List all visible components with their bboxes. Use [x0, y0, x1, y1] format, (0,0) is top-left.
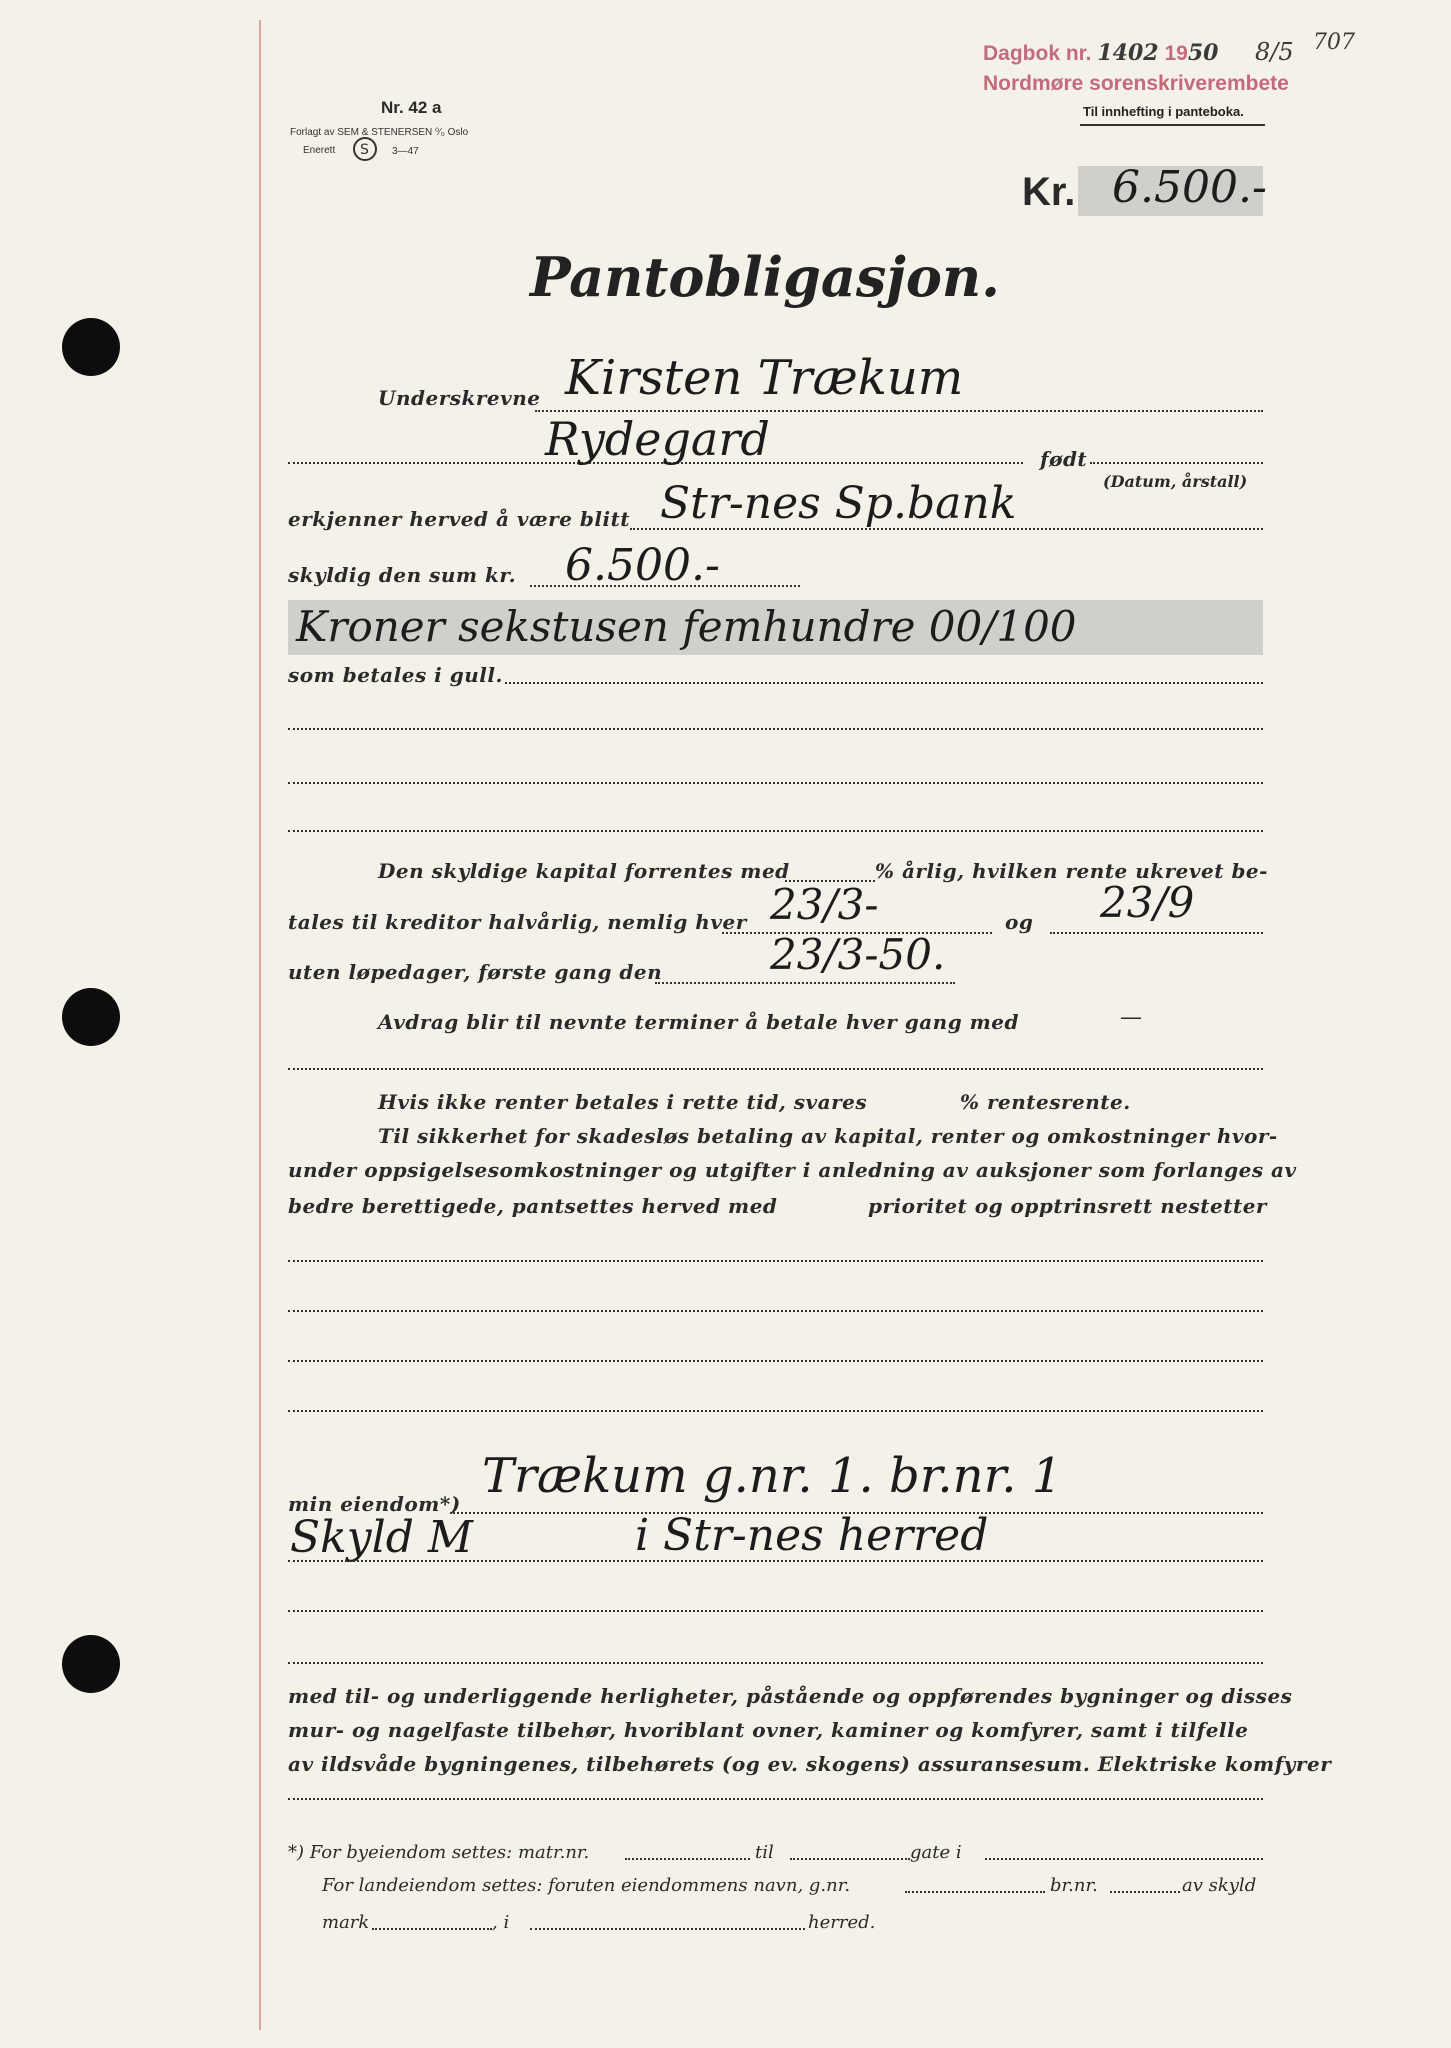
security-line1-a: Hvis ikke renter betales i rette tid, svares [378, 1090, 868, 1114]
journal-year-prefix: 19 [1164, 42, 1188, 65]
journal-stamp-line1 [983, 40, 1218, 66]
journal-year-suffix: 50 [1187, 40, 1219, 66]
publisher-date: 3—47 [392, 146, 419, 157]
security-line2: Til sikkerhet for skadesløs betaling av kapital, renter og omkostninger hvor- [378, 1124, 1278, 1148]
journal-label: Dagbok nr. [983, 42, 1092, 65]
journal-stamp-line3: Til innhefting i panteboka. [1083, 104, 1244, 119]
journal-number: 1402 [1097, 40, 1159, 66]
interest-date3-line [655, 982, 955, 984]
form-number: Nr. 42 a [381, 98, 442, 117]
interest-line2-a: tales til kreditor halvårlig, nemlig hver [288, 910, 747, 934]
publisher-logo-icon [352, 136, 378, 162]
publisher-enerett: Enerett [303, 145, 336, 156]
amount-label: Kr. [1022, 170, 1076, 214]
footnote-gate-line [985, 1858, 1263, 1860]
blank-line-11 [288, 1798, 1263, 1800]
footnote-line1-a: *) For byeiendom settes: matr.nr. [288, 1842, 590, 1863]
interest-og: og [1005, 910, 1034, 934]
punch-hole-middle [62, 988, 120, 1046]
residence-value: Rydegard [545, 412, 770, 466]
installment-value: — [1120, 1005, 1142, 1030]
interest-date2: 23/9 [1100, 878, 1195, 927]
installment-label: Avdrag blir til nevnte terminer å betale hver gang med [378, 1010, 1020, 1034]
blank-line-6 [288, 1310, 1263, 1312]
footnote-herred-line [530, 1928, 805, 1930]
stamp-underline [1080, 124, 1265, 126]
page-number: 707 [1313, 30, 1355, 55]
svg-text:S: S [360, 142, 369, 158]
security-line4-a: bedre berettigede, pantsettes herved med [288, 1194, 778, 1218]
journal-date: 8/5 [1255, 38, 1294, 66]
security-line1-b: % rentesrente. [960, 1090, 1131, 1114]
footnote-gnr-line [905, 1891, 1045, 1893]
footnote-brnr-line [1110, 1891, 1180, 1893]
footnote-mark-line [372, 1928, 492, 1930]
interest-line1-b: % årlig, hvilken rente ukrevet be- [875, 859, 1268, 883]
footnote-til-line [790, 1858, 910, 1860]
born-hint: (Datum, årstall) [1103, 472, 1248, 491]
journal-stamp-line2: Nordmøre sorenskriverembete [983, 72, 1289, 95]
creditor-label: erkjenner herved å være blitt [288, 507, 631, 531]
amount-value: 6.500.- [1112, 162, 1267, 213]
footnote-line3-b: , i [492, 1912, 510, 1933]
footnote-line1-b: til [755, 1842, 774, 1863]
interest-date1: 23/3- [770, 880, 879, 929]
property-line2 [288, 1560, 1263, 1562]
interest-line3-a: uten løpedager, første gang den [288, 960, 663, 984]
publisher-line: Forlagt av SEM & STENERSEN ⁰⁄₀ Oslo [290, 127, 469, 138]
sum-words: Kroner sekstusen femhundre 00/100 [296, 602, 1077, 651]
born-line [1090, 462, 1263, 464]
margin-rule [259, 20, 261, 2030]
security-line4-b: prioritet og opptrinsrett nestetter [868, 1194, 1267, 1218]
footnote-line1-c: gate i [910, 1842, 962, 1863]
born-label: født [1040, 447, 1088, 471]
appurtenances-line3: av ildsvåde bygningenes, tilbehørets (og ev. skogens) assuransesum. Elektriske komfyrer [288, 1752, 1332, 1776]
property-value-line2-b: i Str-nes herred [635, 1510, 989, 1561]
blank-line-2 [288, 782, 1263, 784]
footnote-matr-line [625, 1858, 750, 1860]
blank-line-3 [288, 830, 1263, 832]
sum-value: 6.500.- [565, 540, 720, 591]
creditor-value: Str-nes Sp.bank [660, 478, 1017, 529]
footnote-line2-b: br.nr. [1050, 1875, 1098, 1896]
gold-line [505, 682, 1263, 684]
punch-hole-top [62, 318, 120, 376]
sum-label: skyldig den sum kr. [288, 563, 517, 587]
blank-line-5 [288, 1260, 1263, 1262]
punch-hole-bottom [62, 1635, 120, 1693]
footnote-line3-c: herred. [808, 1912, 876, 1933]
property-value-line1: Trækum g.nr. 1. br.nr. 1 [482, 1448, 1063, 1504]
document-title: Pantobligasjon. [530, 245, 1000, 309]
footnote-line2-a: For landeiendom settes: foruten eiendommens navn, g.nr. [322, 1875, 851, 1896]
undersigned-name: Kirsten Trækum [565, 350, 964, 406]
appurtenances-line1: med til- og underliggende herligheter, påstående og oppførendes bygninger og disses [288, 1684, 1293, 1708]
property-label: min eiendom*) [288, 1492, 461, 1516]
undersigned-label: Underskrevne [378, 386, 541, 410]
blank-line-9 [288, 1610, 1263, 1612]
footnote-line2-c: av skyld [1182, 1875, 1257, 1896]
blank-line-4 [288, 1068, 1263, 1070]
appurtenances-line2: mur- og nagelfaste tilbehør, hvoriblant ovner, kaminer og komfyrer, samt i tilfelle [288, 1718, 1249, 1742]
blank-line-1 [288, 728, 1263, 730]
blank-line-8 [288, 1410, 1263, 1412]
blank-line-7 [288, 1360, 1263, 1362]
security-line3: under oppsigelsesomkostninger og utgifter i anledning av auksjoner som forlanges av [288, 1158, 1297, 1182]
interest-line1-a: Den skyldige kapital forrentes med [378, 859, 790, 883]
interest-date3: 23/3-50. [770, 930, 946, 979]
property-value-line2-a: Skyld M [290, 1512, 473, 1563]
interest-date2-line [1050, 932, 1263, 934]
gold-label: som betales i gull. [288, 663, 503, 687]
blank-line-10 [288, 1662, 1263, 1664]
footnote-line3-a: mark [322, 1912, 370, 1933]
